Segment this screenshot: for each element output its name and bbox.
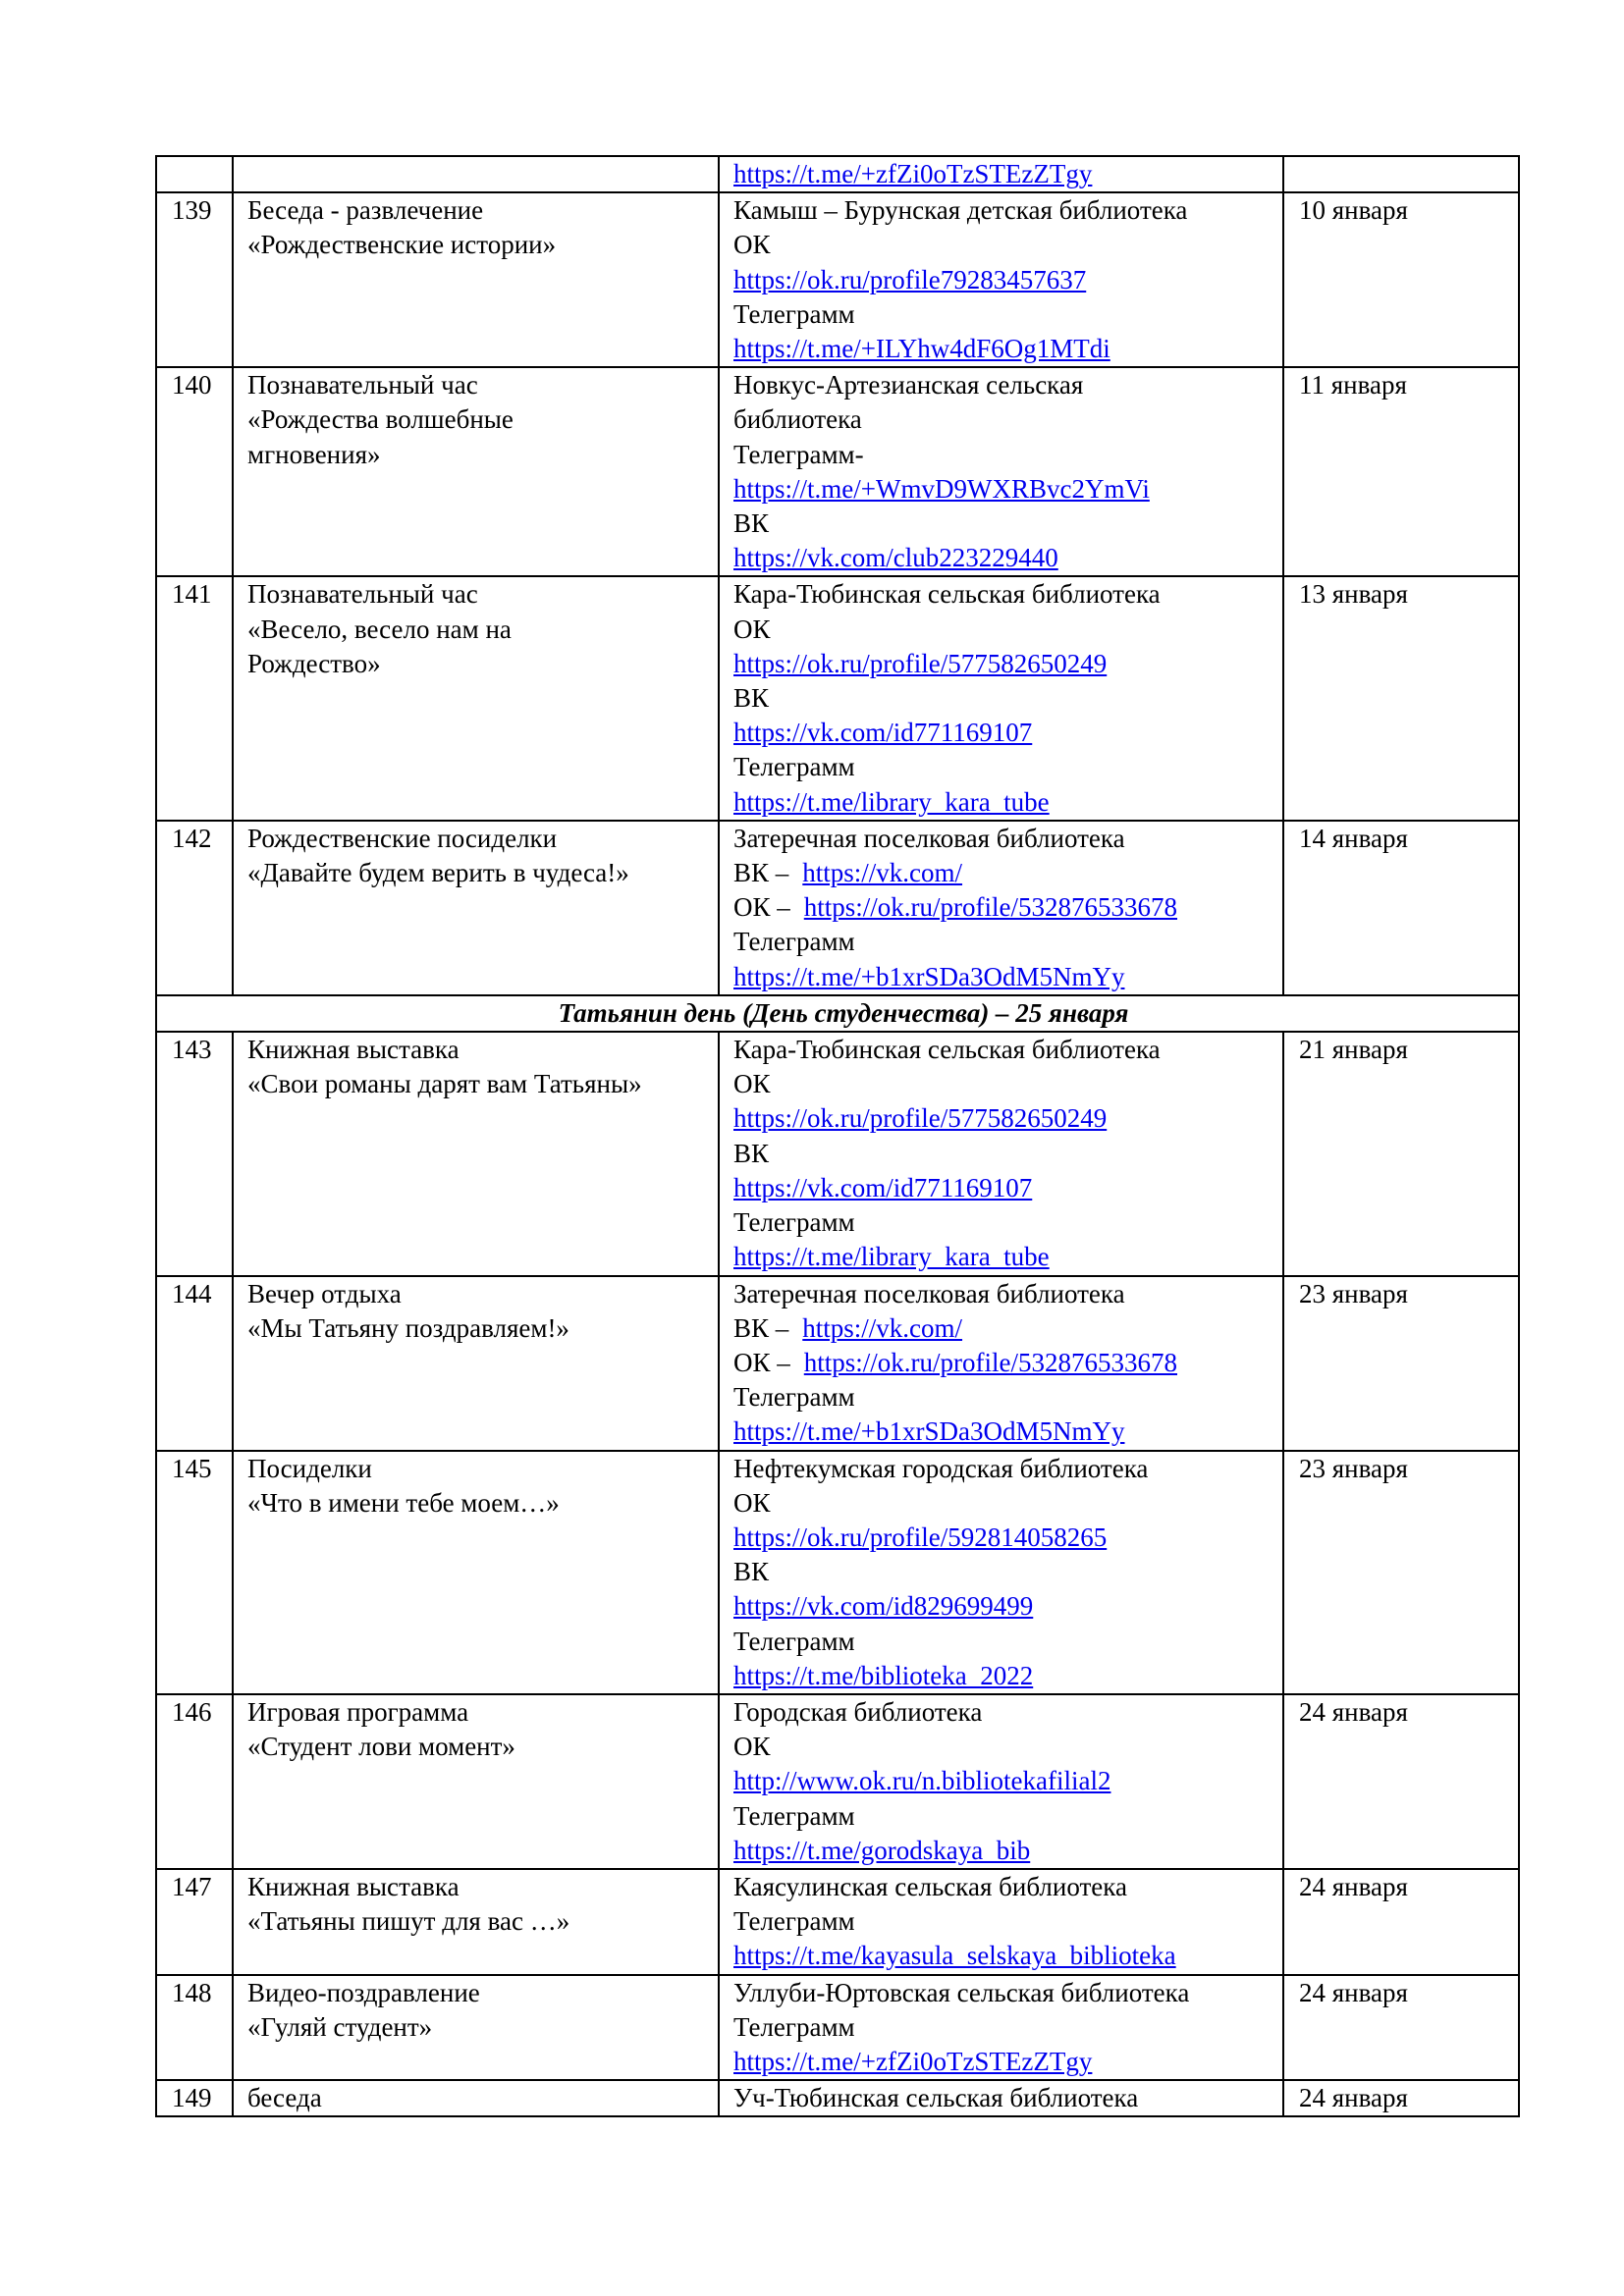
event-line: Рождество» xyxy=(247,648,381,678)
table-row xyxy=(156,2080,1519,2116)
row-number: 145 xyxy=(156,1451,233,1694)
table-body-after xyxy=(156,1032,1519,2116)
place-text: Телеграмм xyxy=(733,1207,855,1238)
event-line: «Гуляй студент» xyxy=(247,2011,433,2042)
place-cell xyxy=(719,576,1283,820)
place-text: ОК xyxy=(733,614,771,644)
table-body-before xyxy=(156,156,1519,995)
place-line xyxy=(733,1452,1282,1486)
hyperlink[interactable]: https://ok.ru/profile/577582650249 xyxy=(733,1103,1108,1134)
event-line: Познавательный час xyxy=(247,579,478,610)
date-cell: 23 января xyxy=(1283,1451,1519,1694)
event-cell xyxy=(233,1451,719,1694)
place-text: Телеграмм xyxy=(733,752,855,782)
place-line xyxy=(733,960,1282,994)
place-line xyxy=(733,1659,1282,1693)
row-number: 146 xyxy=(156,1694,233,1869)
place-line xyxy=(733,1240,1282,1274)
place-line xyxy=(733,1067,1282,1101)
place-line xyxy=(733,438,1282,472)
date-cell: 10 января xyxy=(1283,192,1519,367)
place-line xyxy=(733,228,1282,262)
place-text: ОК xyxy=(733,230,771,260)
hyperlink[interactable]: https://t.me/+zfZi0oTzSTEzZTgy xyxy=(733,159,1093,188)
event-line: Книжная выставка xyxy=(247,1871,460,1901)
place-cell xyxy=(719,1032,1283,1275)
date-cell: 24 января xyxy=(1283,1975,1519,2081)
event-line: «Давайте будем верить в чудеса!» xyxy=(247,858,629,888)
table-row xyxy=(156,821,1519,995)
place-line xyxy=(733,1171,1282,1205)
row-number: 144 xyxy=(156,1276,233,1451)
hyperlink[interactable]: https://t.me/library_kara_tube xyxy=(733,1242,1050,1272)
place-line xyxy=(733,681,1282,716)
date-cell: 13 января xyxy=(1283,576,1519,820)
table-row xyxy=(156,1451,1519,1694)
place-text: ВК xyxy=(733,1138,770,1168)
hyperlink[interactable]: https://ok.ru/profile/577582650249 xyxy=(733,648,1108,678)
place-line xyxy=(733,577,1282,612)
place-line xyxy=(733,193,1282,228)
place-line xyxy=(733,1380,1282,1415)
place-text: ВК xyxy=(733,683,770,714)
table-row xyxy=(156,367,1519,576)
network-label: ВК – xyxy=(733,1312,789,1343)
place-text: Уч-Тюбинская сельская библиотека xyxy=(733,2083,1139,2113)
date-cell: 24 января xyxy=(1283,1694,1519,1869)
table-row xyxy=(156,1975,1519,2081)
place-line xyxy=(733,1939,1282,1973)
event-line: Познавательный час xyxy=(247,370,478,400)
hyperlink[interactable]: https://t.me/library_kara_tube xyxy=(733,786,1050,817)
row-number: 141 xyxy=(156,576,233,820)
hyperlink[interactable]: https://vk.com/ xyxy=(802,858,963,888)
event-line: беседа xyxy=(247,2083,322,2113)
date-cell: 23 января xyxy=(1283,1276,1519,1451)
place-line xyxy=(733,890,1282,925)
place-text: ВК xyxy=(733,1557,770,1587)
place-cell xyxy=(719,192,1283,367)
date-cell: 21 января xyxy=(1283,1032,1519,1275)
place-cell xyxy=(719,1869,1283,1975)
event-line: «Весело, весело нам на xyxy=(247,614,512,644)
place-text: Уллуби-Юртовская сельская библиотека xyxy=(733,1977,1190,2007)
event-cell xyxy=(233,1276,719,1451)
event-line: «Студент лови момент» xyxy=(247,1732,515,1762)
row-number xyxy=(156,156,233,192)
place-text: Телеграмм xyxy=(733,1906,855,1937)
hyperlink[interactable]: http://www.ok.ru/n.bibliotekafilial2 xyxy=(733,1766,1111,1796)
place-line xyxy=(733,716,1282,750)
place-text: Телеграмм xyxy=(733,2011,855,2042)
row-number: 148 xyxy=(156,1975,233,2081)
place-line xyxy=(733,1555,1282,1589)
place-text: Телеграмм xyxy=(733,1382,855,1413)
place-cell xyxy=(719,1451,1283,1694)
place-line xyxy=(733,1870,1282,1904)
place-text: ОК xyxy=(733,1069,771,1099)
table-row xyxy=(156,192,1519,367)
event-line: Игровая программа xyxy=(247,1696,469,1727)
place-text: Нефтекумская городская библиотека xyxy=(733,1453,1149,1483)
hyperlink[interactable]: https://t.me/biblioteka_2022 xyxy=(733,1660,1034,1690)
place-line xyxy=(733,507,1282,541)
network-label: ВК – xyxy=(733,858,789,888)
place-text: Затеречная поселковая библиотека xyxy=(733,823,1125,853)
hyperlink[interactable]: https://t.me/+b1xrSDa3OdM5NmYy xyxy=(733,1416,1125,1447)
place-text: Каясулинская сельская библиотека xyxy=(733,1871,1127,1901)
place-cell xyxy=(719,156,1283,192)
place-line xyxy=(733,1033,1282,1067)
hyperlink[interactable]: https://vk.com/id829699499 xyxy=(733,1591,1034,1622)
network-label: ОК – xyxy=(733,892,790,923)
event-line: Книжная выставка xyxy=(247,1035,460,1065)
place-text: Камыш – Бурунская детская библиотека xyxy=(733,195,1188,226)
place-text: библиотека xyxy=(733,404,862,435)
date-cell: 24 января xyxy=(1283,1869,1519,1975)
place-line xyxy=(733,1730,1282,1764)
place-text: Телеграмм xyxy=(733,927,855,957)
section-header-cell xyxy=(156,995,1519,1032)
date-cell: 14 января xyxy=(1283,821,1519,995)
hyperlink[interactable]: https://ok.ru/profile/592814058265 xyxy=(733,1522,1108,1552)
place-text: Телеграмм xyxy=(733,1800,855,1831)
place-line xyxy=(733,647,1282,681)
event-cell xyxy=(233,156,719,192)
place-line xyxy=(733,2010,1282,2045)
place-line xyxy=(733,1625,1282,1659)
place-line xyxy=(733,1346,1282,1380)
place-line xyxy=(733,613,1282,647)
place-text: Городская библиотека xyxy=(733,1696,983,1727)
place-text: Телеграмм- xyxy=(733,439,864,469)
table-row xyxy=(156,1869,1519,1975)
place-text: ОК xyxy=(733,1732,771,1762)
section-header-row xyxy=(156,995,1519,1032)
event-line: «Свои романы дарят вам Татьяны» xyxy=(247,1069,642,1099)
hyperlink[interactable]: https://vk.com/club223229440 xyxy=(733,543,1058,573)
row-number: 140 xyxy=(156,367,233,576)
event-cell xyxy=(233,1032,719,1275)
place-line xyxy=(733,856,1282,890)
place-cell xyxy=(719,1276,1283,1451)
table-row xyxy=(156,1032,1519,1275)
place-text: Телеграмм xyxy=(733,1626,855,1656)
date-cell xyxy=(1283,156,1519,192)
table-row xyxy=(156,576,1519,820)
place-line xyxy=(733,402,1282,437)
place-cell xyxy=(719,367,1283,576)
hyperlink[interactable]: https://vk.com/ xyxy=(802,1312,963,1343)
place-line xyxy=(733,1486,1282,1521)
place-line xyxy=(733,1311,1282,1346)
event-cell xyxy=(233,821,719,995)
place-line xyxy=(733,1205,1282,1240)
hyperlink[interactable]: https://t.me/+WmvD9WXRBvc2YmVi xyxy=(733,473,1150,504)
place-text: ВК xyxy=(733,508,770,539)
place-line xyxy=(733,157,1282,191)
table-row xyxy=(156,1694,1519,1869)
hyperlink[interactable]: https://vk.com/id771169107 xyxy=(733,1172,1033,1202)
table-row xyxy=(156,1276,1519,1451)
place-text: Новкус-Артезианская сельская xyxy=(733,370,1084,400)
place-line xyxy=(733,1834,1282,1868)
table-row xyxy=(156,156,1519,192)
row-number: 149 xyxy=(156,2080,233,2116)
place-line xyxy=(733,925,1282,959)
events-table xyxy=(155,155,1520,2117)
hyperlink[interactable]: https://t.me/gorodskaya_bib xyxy=(733,1835,1031,1865)
place-line xyxy=(733,1904,1282,1939)
place-line xyxy=(733,1101,1282,1136)
place-cell xyxy=(719,1975,1283,2081)
event-line: Рождественские посиделки xyxy=(247,823,558,853)
event-cell xyxy=(233,1975,719,2081)
place-text: Кара-Тюбинская сельская библиотека xyxy=(733,1035,1161,1065)
date-cell: 11 января xyxy=(1283,367,1519,576)
date-cell: 24 января xyxy=(1283,2080,1519,2116)
hyperlink[interactable]: https://vk.com/id771169107 xyxy=(733,718,1033,748)
place-line xyxy=(733,785,1282,820)
place-cell xyxy=(719,2080,1283,2116)
place-line xyxy=(733,1695,1282,1730)
event-line: Вечер отдыха xyxy=(247,1278,402,1308)
section-title: Татьянин день (День студенчества) – 25 января xyxy=(558,997,1129,1028)
section-header-body xyxy=(156,995,1519,1032)
place-text: ОК xyxy=(733,1487,771,1518)
place-line xyxy=(733,822,1282,856)
event-cell xyxy=(233,2080,719,2116)
hyperlink[interactable]: https://ok.ru/profile/532876533678 xyxy=(803,1347,1177,1377)
hyperlink[interactable]: https://ok.ru/profile/532876533678 xyxy=(803,892,1177,923)
event-cell xyxy=(233,1869,719,1975)
event-cell xyxy=(233,367,719,576)
place-line xyxy=(733,541,1282,575)
place-text: Кара-Тюбинская сельская библиотека xyxy=(733,579,1161,610)
event-cell xyxy=(233,192,719,367)
event-line: Посиделки xyxy=(247,1453,372,1483)
place-cell xyxy=(719,1694,1283,1869)
row-number: 147 xyxy=(156,1869,233,1975)
hyperlink[interactable]: https://t.me/+b1xrSDa3OdM5NmYy xyxy=(733,961,1125,991)
event-cell xyxy=(233,1694,719,1869)
hyperlink[interactable]: https://t.me/+zfZi0oTzSTEzZTgy xyxy=(733,2046,1093,2076)
row-number: 139 xyxy=(156,192,233,367)
place-line xyxy=(733,472,1282,507)
event-line: «Татьяны пишут для вас …» xyxy=(247,1906,570,1937)
place-line xyxy=(733,368,1282,402)
place-line xyxy=(733,1415,1282,1449)
place-line xyxy=(733,2045,1282,2079)
row-number: 143 xyxy=(156,1032,233,1275)
place-line xyxy=(733,1976,1282,2010)
place-line xyxy=(733,750,1282,784)
place-line xyxy=(733,1764,1282,1798)
place-line xyxy=(733,1589,1282,1624)
event-line: «Рождественские истории» xyxy=(247,230,557,260)
place-line xyxy=(733,1277,1282,1311)
place-cell xyxy=(719,821,1283,995)
event-line: Беседа - развлечение xyxy=(247,195,484,226)
place-line xyxy=(733,2081,1282,2115)
place-line xyxy=(733,263,1282,297)
event-line: мгновения» xyxy=(247,439,381,469)
network-label: ОК – xyxy=(733,1347,790,1377)
hyperlink[interactable]: https://ok.ru/profile79283457637 xyxy=(733,264,1087,294)
hyperlink[interactable]: https://t.me/kayasula_selskaya_biblioteka xyxy=(733,1941,1176,1971)
event-line: «Мы Татьяну поздравляем!» xyxy=(247,1312,569,1343)
event-line: Видео-поздравление xyxy=(247,1977,480,2007)
row-number: 142 xyxy=(156,821,233,995)
event-line: «Рождества волшебные xyxy=(247,404,514,435)
place-line xyxy=(733,297,1282,332)
place-text: Затеречная поселковая библиотека xyxy=(733,1278,1125,1308)
event-cell xyxy=(233,576,719,820)
place-text: Телеграмм xyxy=(733,298,855,329)
place-line xyxy=(733,1799,1282,1834)
place-line xyxy=(733,1137,1282,1171)
place-line xyxy=(733,1521,1282,1555)
event-line: «Что в имени тебе моем…» xyxy=(247,1487,560,1518)
place-line xyxy=(733,332,1282,366)
hyperlink[interactable]: https://t.me/+ILYhw4dF6Og1MTdi xyxy=(733,334,1110,364)
